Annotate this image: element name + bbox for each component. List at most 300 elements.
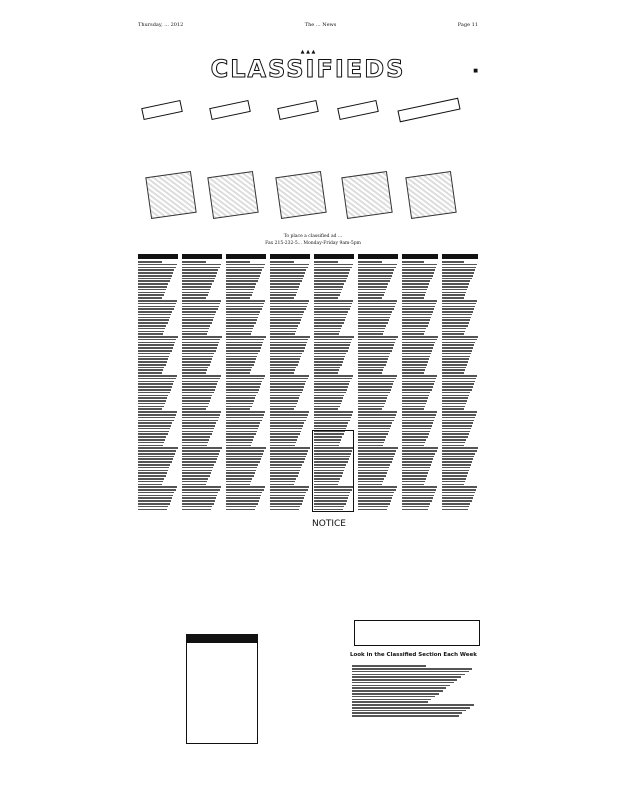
text-line [358, 336, 398, 338]
text-line [402, 489, 436, 491]
text-line [358, 280, 390, 282]
text-line [182, 267, 220, 269]
text-line [182, 275, 216, 277]
text-line [226, 294, 252, 296]
text-line [358, 395, 388, 397]
text-line [402, 294, 425, 296]
text-line [314, 369, 339, 371]
text-line [442, 439, 466, 441]
text-line [182, 378, 220, 380]
text-line [138, 506, 168, 508]
text-line [182, 422, 216, 424]
text-line [226, 331, 252, 333]
display-ad-header [187, 635, 257, 643]
text-line [358, 484, 382, 486]
text-line [358, 495, 393, 497]
text-line [138, 289, 166, 291]
text-line [182, 386, 216, 388]
text-line [270, 272, 305, 274]
text-line [442, 406, 465, 408]
text-line [182, 325, 210, 327]
text-line [182, 356, 213, 358]
text-line [138, 461, 172, 463]
text-line [138, 442, 164, 444]
text-line [442, 503, 470, 505]
text-line [270, 450, 308, 452]
text-line [226, 486, 265, 488]
text-line [314, 269, 350, 271]
text-line [358, 283, 388, 285]
text-line [270, 381, 306, 383]
text-line [358, 381, 394, 383]
text-line [182, 286, 211, 288]
text-line [226, 436, 254, 438]
text-line [442, 261, 464, 263]
text-line [402, 372, 424, 374]
text-line [402, 339, 437, 341]
text-line [442, 417, 475, 419]
text-line [138, 372, 162, 374]
text-line [402, 470, 429, 472]
text-line [314, 361, 343, 363]
text-line [314, 336, 354, 338]
illustration-1 [145, 171, 196, 219]
text-line [138, 489, 176, 491]
text-line [314, 314, 347, 316]
text-line [358, 331, 384, 333]
text-line [182, 431, 213, 433]
text-line [182, 294, 208, 296]
text-line [402, 500, 432, 502]
text-line [442, 445, 464, 447]
text-line [226, 484, 250, 486]
promo-badge [141, 100, 183, 120]
text-line [314, 389, 347, 391]
notice-title: NOTICE [312, 519, 346, 529]
text-line [138, 278, 171, 280]
text-line [314, 406, 340, 408]
text-line [358, 269, 394, 271]
text-line [226, 509, 255, 511]
text-line [182, 406, 208, 408]
text-line [226, 358, 256, 360]
text-line [314, 317, 346, 319]
text-line [358, 397, 387, 399]
text-line [138, 361, 167, 363]
text-line [138, 328, 165, 330]
text-line [270, 411, 309, 413]
text-line [138, 458, 173, 460]
text-line [442, 486, 477, 488]
text-line [442, 453, 475, 455]
text-line [358, 456, 394, 458]
text-line [358, 420, 394, 422]
text-line [402, 453, 435, 455]
text-line [442, 280, 470, 282]
text-line [226, 342, 263, 344]
text-line [226, 495, 261, 497]
text-line [226, 406, 252, 408]
text-line [314, 395, 344, 397]
text-line [226, 456, 262, 458]
text-line [138, 503, 170, 505]
text-line [182, 353, 214, 355]
text-line [138, 308, 174, 310]
illustration-4 [341, 171, 392, 219]
column-text-texture [270, 261, 310, 510]
text-line [358, 267, 396, 269]
text-line [270, 356, 301, 358]
text-line [138, 420, 174, 422]
text-line [270, 403, 297, 405]
text-line [226, 300, 265, 302]
text-line [182, 358, 212, 360]
text-line [182, 400, 210, 402]
text-line [138, 386, 172, 388]
text-line [138, 353, 170, 355]
text-line [226, 439, 253, 441]
text-line [402, 395, 429, 397]
text-line [442, 481, 465, 483]
text-line [226, 319, 257, 321]
text-line [226, 311, 260, 313]
illustration-2 [207, 171, 258, 219]
text-line [314, 339, 352, 341]
text-line [182, 261, 206, 263]
text-line [182, 506, 212, 508]
text-line [314, 386, 348, 388]
text-line [182, 381, 218, 383]
text-line [358, 289, 386, 291]
text-line [138, 331, 164, 333]
text-line [270, 464, 302, 466]
text-line [138, 400, 166, 402]
text-line [182, 347, 217, 349]
text-line [442, 319, 470, 321]
text-line [358, 417, 395, 419]
text-line [402, 386, 433, 388]
bottom-headline: Look in the Classified Section Each Week [350, 652, 477, 658]
text-line [226, 489, 264, 491]
text-line [402, 445, 424, 447]
text-line [182, 303, 220, 305]
text-line [138, 447, 178, 449]
text-line [442, 286, 468, 288]
text-line [270, 367, 296, 369]
text-line [182, 428, 214, 430]
text-line [358, 408, 382, 410]
text-line [314, 322, 344, 324]
text-line [402, 369, 425, 371]
text-line [314, 408, 338, 410]
text-line [270, 331, 296, 333]
text-line [226, 378, 264, 380]
text-line [270, 495, 305, 497]
text-line [138, 464, 170, 466]
text-line [442, 311, 473, 313]
text-line [358, 428, 390, 430]
text-line [182, 328, 209, 330]
text-line [358, 439, 385, 441]
text-line [270, 358, 300, 360]
text-line [226, 381, 262, 383]
text-line [226, 400, 254, 402]
text-line [402, 495, 434, 497]
text-line [270, 497, 304, 499]
text-line [314, 292, 341, 294]
text-line [352, 668, 472, 670]
text-line [358, 447, 398, 449]
text-line [352, 710, 466, 712]
text-line [182, 333, 207, 335]
text-line [138, 306, 175, 308]
text-line [182, 447, 222, 449]
text-line [226, 350, 260, 352]
text-line [182, 283, 212, 285]
text-line [402, 300, 437, 302]
text-line [182, 450, 220, 452]
text-line [270, 289, 298, 291]
text-line [226, 275, 260, 277]
text-line [358, 478, 384, 480]
text-line [358, 503, 390, 505]
text-line [182, 484, 206, 486]
text-line [442, 467, 470, 469]
text-line [138, 492, 174, 494]
text-line [402, 400, 427, 402]
text-line [182, 289, 210, 291]
text-line [442, 442, 465, 444]
text-line [314, 264, 353, 266]
text-line [402, 283, 429, 285]
column-2 [182, 254, 222, 614]
text-line [402, 428, 431, 430]
text-line [442, 308, 474, 310]
text-line [402, 275, 433, 277]
text-line [442, 400, 467, 402]
text-line [270, 470, 300, 472]
text-line [314, 261, 338, 263]
text-line [442, 472, 468, 474]
text-line [352, 704, 474, 706]
text-line [270, 261, 294, 263]
text-line [182, 461, 216, 463]
text-line [182, 322, 212, 324]
text-line [226, 325, 254, 327]
text-line [314, 358, 344, 360]
text-line [138, 403, 165, 405]
text-line [358, 261, 382, 263]
text-line [270, 350, 304, 352]
text-line [402, 342, 435, 344]
text-line [442, 389, 472, 391]
text-line [402, 292, 426, 294]
text-line [358, 492, 394, 494]
text-line [138, 467, 169, 469]
text-line [442, 381, 475, 383]
text-line [138, 264, 177, 266]
text-line [226, 264, 265, 266]
text-line [270, 420, 306, 422]
text-line [442, 408, 464, 410]
text-line [270, 325, 298, 327]
text-line [442, 294, 465, 296]
text-line [138, 486, 177, 488]
text-line [442, 375, 477, 377]
text-line [358, 450, 396, 452]
text-line [314, 294, 340, 296]
text-line [358, 361, 387, 363]
text-line [442, 264, 477, 266]
text-line [182, 336, 222, 338]
text-line [314, 353, 346, 355]
text-line [138, 317, 170, 319]
text-line [358, 347, 393, 349]
text-line [138, 272, 173, 274]
text-line [182, 420, 218, 422]
text-line [402, 478, 426, 480]
text-line [226, 420, 262, 422]
text-line [138, 414, 176, 416]
text-line [182, 456, 218, 458]
text-line [226, 431, 257, 433]
text-line [226, 478, 252, 480]
text-line [226, 353, 258, 355]
text-line [138, 406, 164, 408]
text-line [352, 671, 469, 673]
text-line [182, 500, 215, 502]
text-line [358, 272, 393, 274]
text-line [314, 342, 351, 344]
text-line [270, 264, 309, 266]
text-line [402, 450, 437, 452]
text-line [442, 422, 473, 424]
text-line [182, 414, 220, 416]
text-line [442, 450, 477, 452]
text-line [442, 367, 466, 369]
header-paper: The ... News [304, 22, 337, 28]
text-line [138, 367, 164, 369]
text-line [442, 278, 472, 280]
text-line [402, 378, 436, 380]
text-line [270, 300, 309, 302]
text-line [352, 693, 439, 695]
text-line [182, 306, 219, 308]
text-line [182, 475, 210, 477]
text-line [402, 317, 431, 319]
text-line [226, 450, 264, 452]
text-line [358, 458, 393, 460]
text-line [226, 447, 266, 449]
text-line [352, 682, 454, 684]
text-line [358, 319, 389, 321]
text-line [314, 378, 352, 380]
masthead-subtitle: ▲ ▲ ▲ [300, 49, 316, 55]
text-line [442, 478, 466, 480]
text-line [352, 679, 457, 681]
text-line [270, 342, 307, 344]
text-line [226, 475, 254, 477]
contact-line-1: To place a classified ad ... [283, 234, 343, 239]
text-line [270, 422, 304, 424]
text-line [402, 472, 428, 474]
text-line [358, 411, 397, 413]
text-line [270, 292, 297, 294]
text-line [358, 433, 388, 435]
text-line [138, 358, 168, 360]
text-line [358, 389, 391, 391]
text-line [138, 344, 174, 346]
text-line [226, 333, 251, 335]
text-line [358, 481, 383, 483]
text-line [314, 417, 351, 419]
text-line [402, 503, 430, 505]
text-line [402, 492, 435, 494]
text-line [358, 314, 391, 316]
text-line [358, 392, 390, 394]
text-line [226, 453, 263, 455]
text-line [226, 267, 264, 269]
text-line [182, 445, 207, 447]
text-line [358, 344, 394, 346]
text-line [182, 297, 206, 299]
text-line [402, 358, 429, 360]
text-line [182, 308, 218, 310]
text-line [226, 292, 253, 294]
text-line [314, 286, 343, 288]
contact-line-2: Fax 215-232-5... Monday-Friday 9am-5pm [265, 241, 361, 246]
text-line [182, 344, 218, 346]
column-text-texture [138, 261, 178, 510]
text-line [442, 300, 477, 302]
text-line [226, 364, 254, 366]
text-line [270, 311, 304, 313]
text-line [270, 383, 305, 385]
text-line [226, 497, 260, 499]
text-line [314, 411, 353, 413]
text-line [270, 461, 304, 463]
text-line [442, 470, 469, 472]
text-line [138, 356, 169, 358]
text-line [226, 472, 255, 474]
text-line [226, 470, 256, 472]
text-line [182, 425, 215, 427]
text-line [226, 458, 261, 460]
text-line [358, 472, 387, 474]
text-line [270, 442, 296, 444]
text-line [358, 486, 397, 488]
text-line [442, 269, 475, 271]
text-line [442, 492, 475, 494]
text-line [442, 386, 473, 388]
text-line [226, 367, 252, 369]
text-line [270, 453, 307, 455]
text-line [138, 439, 165, 441]
text-line [270, 314, 303, 316]
text-line [314, 381, 350, 383]
text-line [402, 442, 425, 444]
text-line [182, 433, 212, 435]
text-line [442, 414, 476, 416]
text-line [138, 336, 178, 338]
text-line [226, 417, 263, 419]
text-line [402, 319, 430, 321]
text-line [358, 509, 387, 511]
column-text-texture [402, 261, 438, 510]
text-line [442, 489, 476, 491]
text-line [314, 272, 349, 274]
text-line [226, 389, 259, 391]
